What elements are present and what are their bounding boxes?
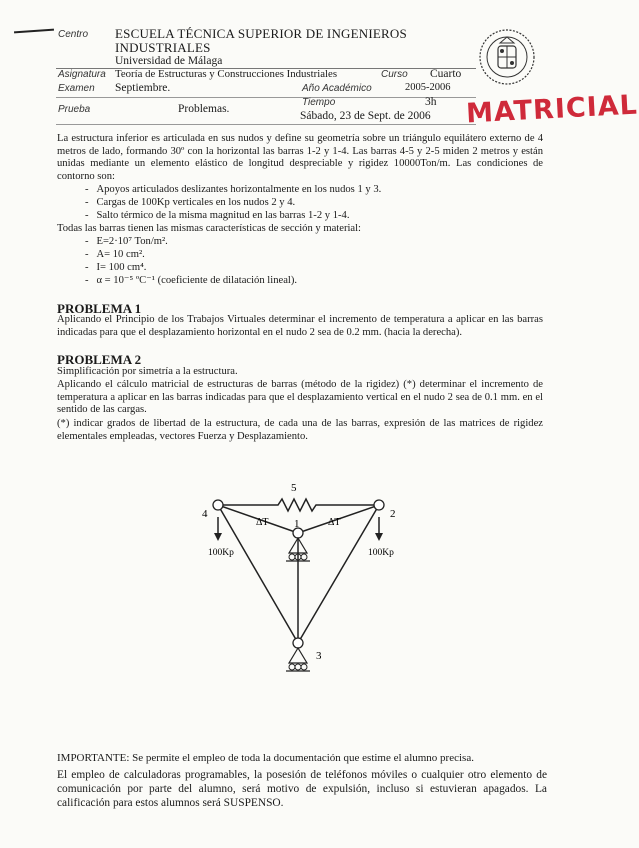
tiempo-label: Tiempo (302, 97, 336, 108)
node-3-label: 3 (316, 650, 322, 662)
load-right-label: 100Kp (368, 548, 394, 558)
curso-value: Cuarto (430, 68, 462, 80)
centro-value-2: INDUSTRIALES (115, 40, 211, 55)
problema2-title: PROBLEMA 2 (57, 352, 142, 367)
header-rule-2 (56, 97, 476, 98)
tiempo-value: 3h (425, 96, 437, 108)
intro-paragraph: La estructura inferior es articulada en sus nudos y define su geometría sobre un triángulo equilátero externo de 4 metros de lado, formando 30º con la horizontal las barras 1-2 y 1-4. Las barras 4-5 y 2-5 miden 2 metros y están unidas mediante un elemento elástico de longitud despreciable y rigidez 10000Ton/m. Las condiciones de contorno son: (57, 133, 543, 182)
fecha: Sábado, 23 de Sept. de 2006 (300, 110, 431, 122)
node-2 (374, 500, 384, 510)
footer-warning: El empleo de calculadoras programables, la posesión de teléfonos móviles o cualquier otro elemento de comunicación por parte del alumno, será motivo de expulsión, incluso si estuvieran apagados. La calificación para estos alumnos será SUSPENSO. (57, 769, 547, 809)
structure-diagram (190, 475, 420, 685)
node-2-label: 2 (390, 508, 396, 520)
anio-value: 2005-2006 (405, 82, 451, 93)
prueba-label: Prueba (58, 104, 91, 115)
curso-label: Curso (381, 69, 408, 80)
props-intro: Todas las barras tienen las mismas características de sección y material: (57, 223, 362, 234)
dt-right-label: ΔT (328, 517, 341, 528)
prop-a: - A= 10 cm². (85, 249, 145, 260)
matricial-stamp: MATRICIAL (465, 89, 639, 130)
examen-value: Septiembre. (115, 82, 171, 94)
node-1-label: 1 (294, 518, 300, 530)
prop-alpha: - α = 10⁻⁵ ºC⁻¹ (coeficiente de dilatación lineal). (85, 275, 298, 286)
problema1-text: Aplicando el Principio de los Trabajos Virtuales determinar el incremento de temperatura a aplicar en las barras indicadas para que el desplazamiento horizontal en el nudo 2 sea de 0.2 mm. (hacia la derecha). (57, 314, 543, 338)
node-4 (213, 500, 223, 510)
dt-left-label: ΔT (256, 517, 269, 528)
cond-1: - Apoyos articulados deslizantes horizontalmente en los nudos 1 y 3. (85, 184, 382, 195)
anio-label: Año Académico (302, 83, 372, 94)
cond-3: - Salto térmico de la misma magnitud en las barras 1-2 y 1-4. (85, 210, 350, 221)
node-3 (293, 638, 303, 648)
centro-label: Centro (58, 29, 89, 40)
cond-2: - Cargas de 100Kp verticales en los nudos 2 y 4. (85, 197, 296, 208)
header-rule-3 (56, 124, 476, 125)
centro-value: ESCUELA TÉCNICA SUPERIOR DE INGENIEROS (115, 26, 407, 41)
load-arrow-right-icon (375, 517, 383, 541)
support-3-icon (286, 648, 310, 671)
load-left-label: 100Kp (208, 548, 234, 558)
problema2-line3: (*) indicar grados de libertad de la estructura, de cada una de las barras, expresión de las matrices de rigidez elementales empleadas, vectores Fuerza y Desplazamiento. (57, 418, 543, 442)
prop-i: - I= 100 cm⁴. (85, 262, 147, 273)
university-seal-icon (478, 26, 536, 88)
load-arrow-left-icon (214, 517, 222, 541)
asignatura-value: Teoría de Estructuras y Construcciones Industriales (115, 68, 338, 80)
spring-5 (218, 499, 379, 511)
footer-importante: IMPORTANTE: Se permite el empleo de toda la documentación que estime el alumno precisa. (57, 752, 474, 764)
node-5-label: 5 (291, 482, 297, 494)
problema2-line1: Simplificación por simetría a la estructura. (57, 366, 238, 377)
prop-e: - E=2·10⁷ Ton/m². (85, 236, 168, 247)
problema2-line2: Aplicando el cálculo matricial de estructuras de barras (método de la rigidez) (*) determinar el incremento de temperatura a aplicar en las barras indicadas para que el desplazamiento vertical en el nudo 2 sea de 0.1 mm. en el sentido de las cargas. (57, 379, 543, 416)
pen-mark (14, 29, 54, 34)
examen-label: Examen (58, 83, 95, 94)
node-4-label: 4 (202, 508, 208, 520)
universidad: Universidad de Málaga (115, 55, 223, 67)
problema1-title: PROBLEMA 1 (57, 301, 142, 316)
prueba-value: Problemas. (178, 103, 230, 115)
asignatura-label: Asignatura (58, 69, 106, 80)
